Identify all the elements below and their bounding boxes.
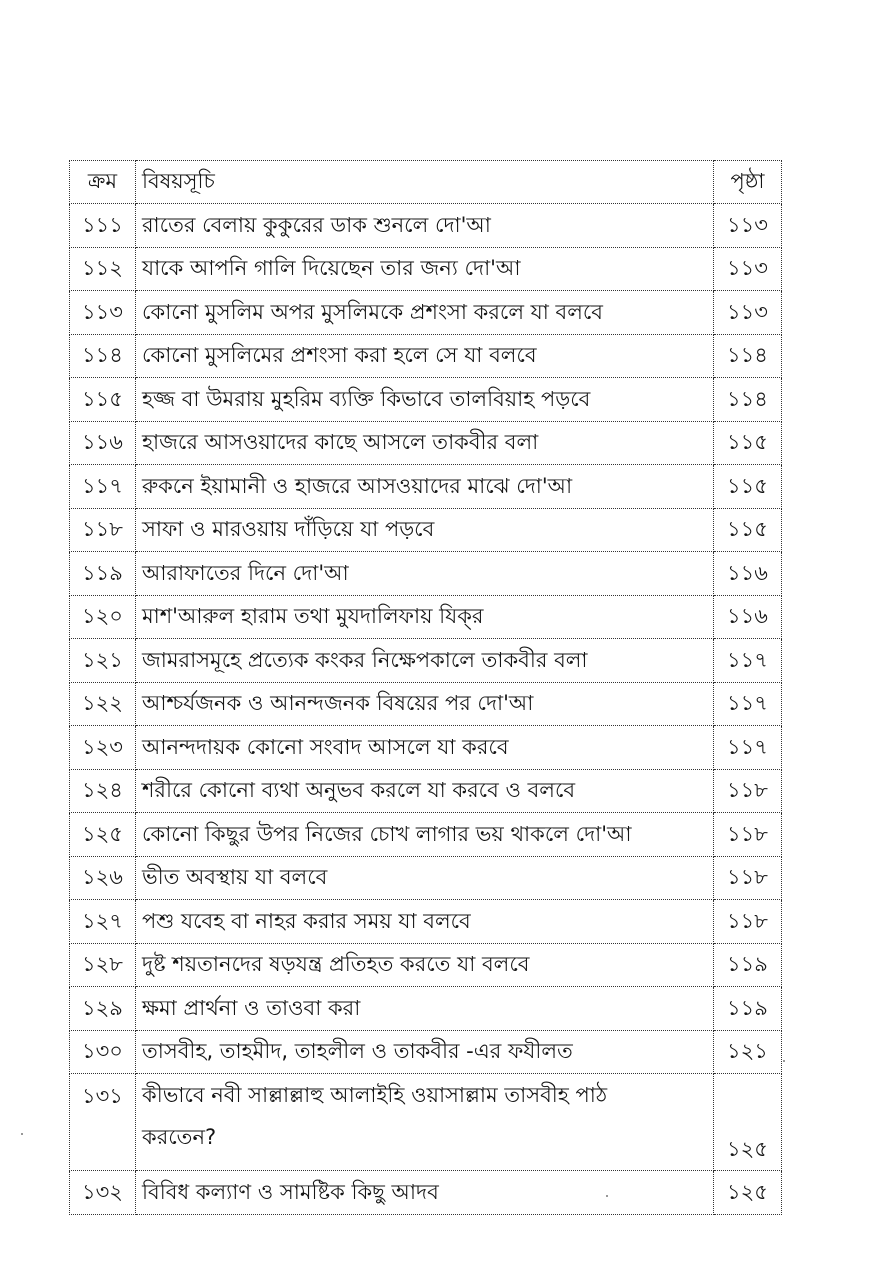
row-page: ১১৬ [714,595,782,639]
row-page: ১১৩ [714,204,782,248]
row-serial: ১২২ [70,682,136,726]
table-row [70,508,782,552]
row-topic: রুকনে ইয়ামানী ও হাজরে আসওয়াদের মাঝে দো'আ [136,465,714,509]
row-page: ১২১ [714,1030,782,1074]
row-page: ১১৭ [714,682,782,726]
scan-speck [21,1133,23,1135]
table-row [70,813,782,857]
toc-body [70,161,782,1215]
row-serial: ১২১ [70,639,136,683]
table-row [70,378,782,422]
table-row [70,856,782,900]
row-page: ১২৫ [714,1171,782,1215]
row-topic: আশ্চর্যজনক ও আনন্দজনক বিষয়ের পর দো'আ [136,682,714,726]
row-page: ১১৩ [714,247,782,291]
table-row [70,247,782,291]
row-topic: দুষ্ট শয়তানদের ষড়যন্ত্র প্রতিহত করতে যা বলবে [136,943,714,987]
table-row [70,943,782,987]
row-page: ১১৬ [714,552,782,596]
table-row [70,334,782,378]
row-serial: ১২৪ [70,769,136,813]
row-page: ১১৫ [714,421,782,465]
row-serial: ১৩১ [70,1074,136,1171]
row-topic: রাতের বেলায় কুকুরের ডাক শুনলে দো'আ [136,204,714,248]
table-row [70,639,782,683]
row-page: ১১৮ [714,769,782,813]
row-serial: ১১৩ [70,291,136,335]
row-page: ১১৮ [714,856,782,900]
row-serial: ১১৮ [70,508,136,552]
row-topic: কোনো মুসলিমের প্রশংসা করা হলে সে যা বলবে [136,334,714,378]
table-row [70,900,782,944]
row-page: ১১৯ [714,943,782,987]
row-page: ১২৫ [714,1074,782,1171]
table-row [70,682,782,726]
row-topic: শরীরে কোনো ব্যথা অনুভব করলে যা করবে ও বলবে [136,769,714,813]
table-row [70,291,782,335]
table-row [70,595,782,639]
row-topic: জামরাসমূহে প্রত্যেক কংকর নিক্ষেপকালে তাকবীর বলা [136,639,714,683]
row-topic: আনন্দদায়ক কোনো সংবাদ আসলে যা করবে [136,726,714,770]
row-topic: হাজরে আসওয়াদের কাছে আসলে তাকবীর বলা [136,421,714,465]
table-row [70,1030,782,1074]
row-topic: ভীত অবস্থায় যা বলবে [136,856,714,900]
row-topic: কোনো মুসলিম অপর মুসলিমকে প্রশংসা করলে যা বলবে [136,291,714,335]
row-page: ১১৪ [714,378,782,422]
table-row [70,987,782,1031]
table-row [70,465,782,509]
row-topic-line-1: কীভাবে নবী সাল্লাল্লাহু আলাইহি ওয়াসাল্লাম তাসবীহ পাঠ [142,1083,608,1107]
scan-speck [606,1195,608,1197]
table-row [70,1074,782,1171]
row-serial: ১২৫ [70,813,136,857]
row-topic: যাকে আপনি গালি দিয়েছেন তার জন্য দো'আ [136,247,714,291]
row-serial: ১২৬ [70,856,136,900]
row-page: ১১৮ [714,900,782,944]
row-page: ১১৪ [714,334,782,378]
row-serial: ১১৯ [70,552,136,596]
table-header-row [70,161,782,204]
row-topic: মাশ'আরুল হারাম তথা মুযদালিফায় যিক্‌র [136,595,714,639]
table-row [70,769,782,813]
row-serial: ১২৯ [70,987,136,1031]
table-row [70,726,782,770]
row-serial: ১৩২ [70,1171,136,1215]
header-serial: ক্রম [70,161,136,204]
row-serial: ১১৪ [70,334,136,378]
row-topic: কোনো কিছুর উপর নিজের চোখ লাগার ভয় থাকলে দো'আ [136,813,714,857]
row-serial: ১২৩ [70,726,136,770]
row-topic: ক্ষমা প্রার্থনা ও তাওবা করা [136,987,714,1031]
table-row [70,421,782,465]
scan-speck [783,1060,785,1062]
row-topic: পশু যবেহ বা নাহর করার সময় যা বলবে [136,900,714,944]
table-row [70,1171,782,1215]
row-topic: আরাফাতের দিনে দো'আ [136,552,714,596]
table-row [70,204,782,248]
row-page: ১১৮ [714,813,782,857]
header-topic: বিষয়সূচি [136,161,714,204]
row-topic [136,1074,714,1171]
row-serial: ১১৬ [70,421,136,465]
row-serial: ১১৭ [70,465,136,509]
row-page: ১১৩ [714,291,782,335]
table-of-contents [69,160,782,1215]
header-page: পৃষ্ঠা [714,161,782,204]
row-serial: ১১৫ [70,378,136,422]
row-page: ১১৭ [714,726,782,770]
row-page: ১১৭ [714,639,782,683]
row-page: ১১৯ [714,987,782,1031]
row-serial: ১১১ [70,204,136,248]
row-serial: ১১২ [70,247,136,291]
row-page: ১১৫ [714,465,782,509]
row-serial: ১২০ [70,595,136,639]
row-topic-line-2: করতেন? [142,1125,217,1149]
table-row [70,552,782,596]
row-serial: ১২৭ [70,900,136,944]
row-topic: হজ্জ বা উমরায় মুহরিম ব্যক্তি কিভাবে তালবিয়াহ পড়বে [136,378,714,422]
row-page: ১১৫ [714,508,782,552]
row-topic: বিবিধ কল্যাণ ও সামষ্টিক কিছু আদব [136,1171,714,1215]
row-serial: ১২৮ [70,943,136,987]
row-topic: তাসবীহ, তাহমীদ, তাহলীল ও তাকবীর -এর ফযীলত [136,1030,714,1074]
row-serial: ১৩০ [70,1030,136,1074]
row-topic: সাফা ও মারওয়ায় দাঁড়িয়ে যা পড়বে [136,508,714,552]
